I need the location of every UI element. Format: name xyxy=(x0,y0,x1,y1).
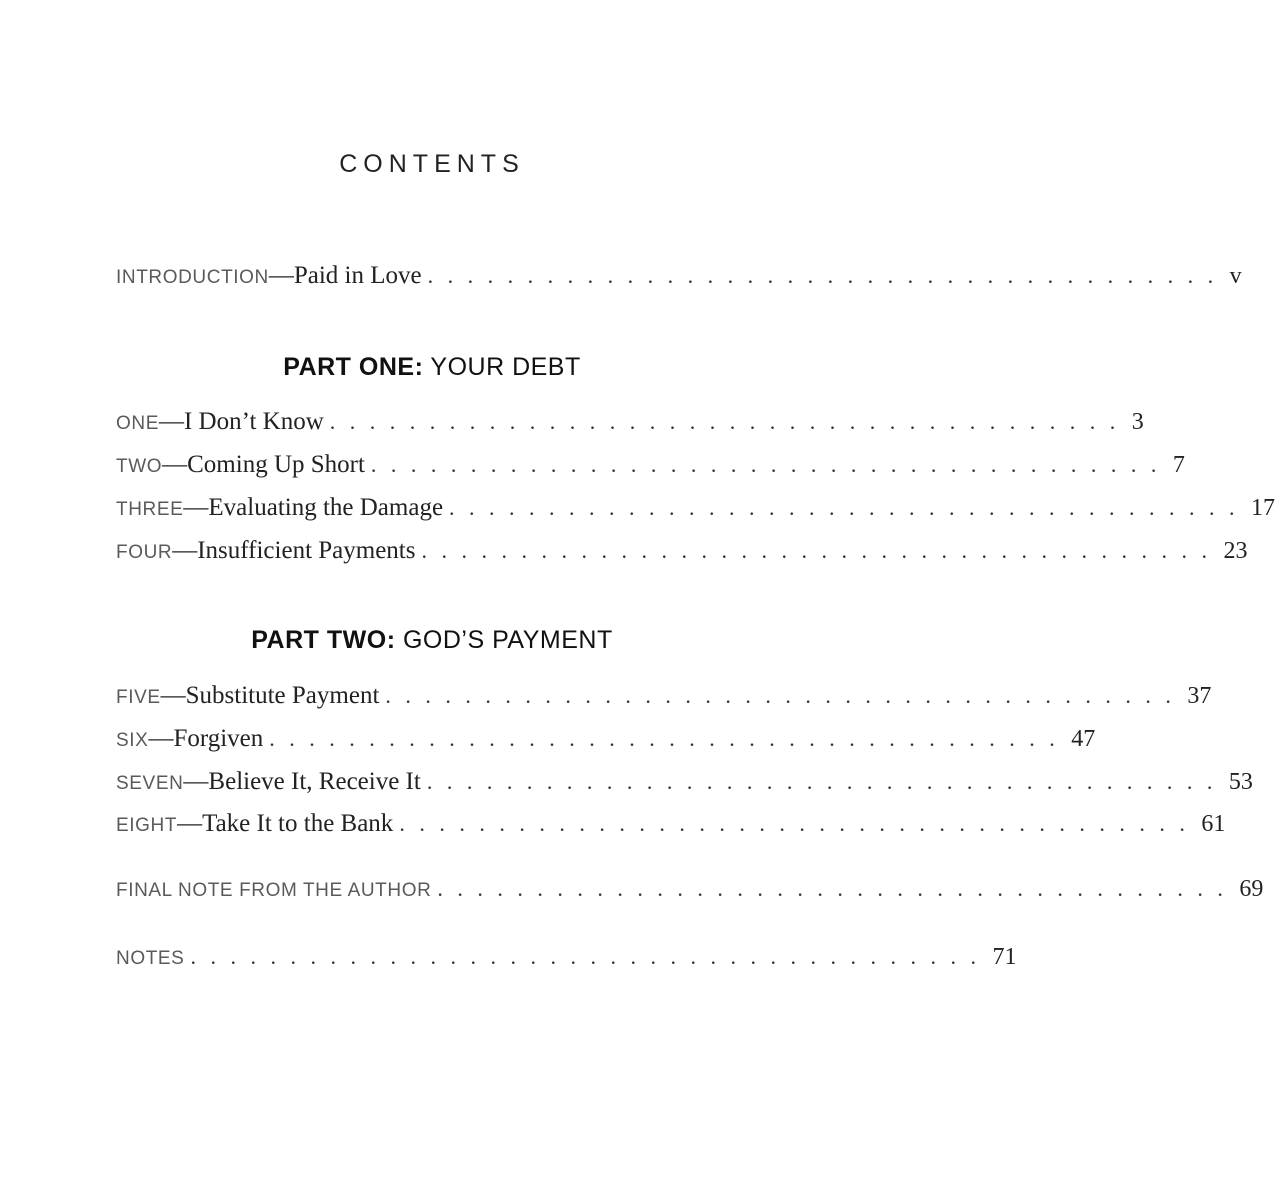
chapter-number: FOUR xyxy=(116,542,173,563)
page-number: 47 xyxy=(1071,726,1096,752)
entry-label xyxy=(116,948,190,970)
em-dash: — xyxy=(158,408,184,435)
contents-heading: CONTENTS xyxy=(339,150,525,178)
chapter-number: THREE xyxy=(116,499,184,520)
part-one-heading xyxy=(0,353,864,382)
entry-label xyxy=(116,408,330,436)
page-number: 23 xyxy=(1223,538,1248,564)
page-number: 71 xyxy=(992,944,1017,970)
page-number: 61 xyxy=(1201,811,1226,837)
toc-entry-chapter-three[interactable] xyxy=(116,494,1275,522)
page-number: 7 xyxy=(1172,452,1185,478)
toc-entry-chapter-five[interactable] xyxy=(116,682,1212,710)
chapter-number: SIX xyxy=(116,730,149,751)
dot-leader: ........................................ xyxy=(399,811,1200,836)
em-dash: — xyxy=(183,494,209,521)
entry-label xyxy=(116,451,371,479)
dot-leader: ........................................ xyxy=(427,263,1228,288)
page-number: 3 xyxy=(1131,409,1144,435)
dot-leader: ........................................ xyxy=(385,683,1186,708)
dot-leader: ........................................ xyxy=(370,452,1171,477)
chapter-number: ONE xyxy=(116,413,159,434)
part-title: YOUR DEBT xyxy=(423,353,581,381)
entry-label xyxy=(116,682,385,710)
em-dash: — xyxy=(162,451,188,478)
entry-label xyxy=(116,262,428,290)
toc-entry-notes[interactable] xyxy=(116,944,1017,971)
chapter-title: Coming Up Short xyxy=(187,451,365,478)
entry-label xyxy=(116,537,421,565)
chapter-title: Insufficient Payments xyxy=(197,537,416,564)
part-two-heading xyxy=(0,626,864,655)
chapter-title: Paid in Love xyxy=(293,262,422,289)
em-dash: — xyxy=(172,537,198,564)
chapter-title: I Don’t Know xyxy=(183,408,324,435)
toc-entry-chapter-six[interactable] xyxy=(116,725,1096,753)
section-title: NOTES xyxy=(116,948,185,969)
toc-entry-chapter-seven[interactable] xyxy=(116,768,1253,796)
toc-entry-chapter-one[interactable] xyxy=(116,408,1144,436)
chapter-title: Substitute Payment xyxy=(185,682,380,709)
chapter-number: FIVE xyxy=(116,687,161,708)
chapter-number: EIGHT xyxy=(116,815,178,836)
chapter-title: Believe It, Receive It xyxy=(208,768,421,795)
dot-leader: ........................................ xyxy=(329,409,1130,434)
page-number: 17 xyxy=(1251,495,1275,521)
toc-entry-final-note[interactable] xyxy=(116,876,1264,903)
chapter-title: Evaluating the Damage xyxy=(208,494,444,521)
entry-label xyxy=(116,880,437,902)
chapter-title: Forgiven xyxy=(173,725,264,752)
em-dash: — xyxy=(160,682,186,709)
dot-leader: ........................................ xyxy=(190,944,991,969)
chapter-number: SEVEN xyxy=(116,773,184,794)
dot-leader: ........................................ xyxy=(449,495,1250,520)
entry-label xyxy=(116,725,269,753)
part-label: PART TWO: xyxy=(251,626,396,654)
em-dash: — xyxy=(148,725,174,752)
part-label: PART ONE: xyxy=(283,353,424,381)
entry-label xyxy=(116,494,449,522)
entry-label xyxy=(116,768,427,796)
entry-label xyxy=(116,810,399,838)
chapter-title: Take It to the Bank xyxy=(202,810,394,837)
em-dash: — xyxy=(268,262,294,289)
page-number: 37 xyxy=(1187,683,1212,709)
section-title: FINAL NOTE FROM THE AUTHOR xyxy=(116,880,432,901)
page-number: 69 xyxy=(1239,876,1264,902)
page-number: 53 xyxy=(1228,769,1253,795)
toc-entry-chapter-two[interactable] xyxy=(116,451,1185,479)
part-title: GOD’S PAYMENT xyxy=(395,626,613,654)
dot-leader: ........................................ xyxy=(269,726,1070,751)
page-number: v xyxy=(1229,263,1242,289)
em-dash: — xyxy=(183,768,209,795)
em-dash: — xyxy=(177,810,203,837)
dot-leader: ........................................ xyxy=(421,538,1222,563)
chapter-number: INTRODUCTION xyxy=(116,267,269,288)
toc-entry-introduction[interactable] xyxy=(116,262,1242,290)
toc-entry-chapter-eight[interactable] xyxy=(116,810,1226,838)
dot-leader: ........................................ xyxy=(437,876,1238,901)
toc-entry-chapter-four[interactable] xyxy=(116,537,1248,565)
dot-leader: ........................................ xyxy=(426,769,1227,794)
chapter-number: TWO xyxy=(116,456,163,477)
